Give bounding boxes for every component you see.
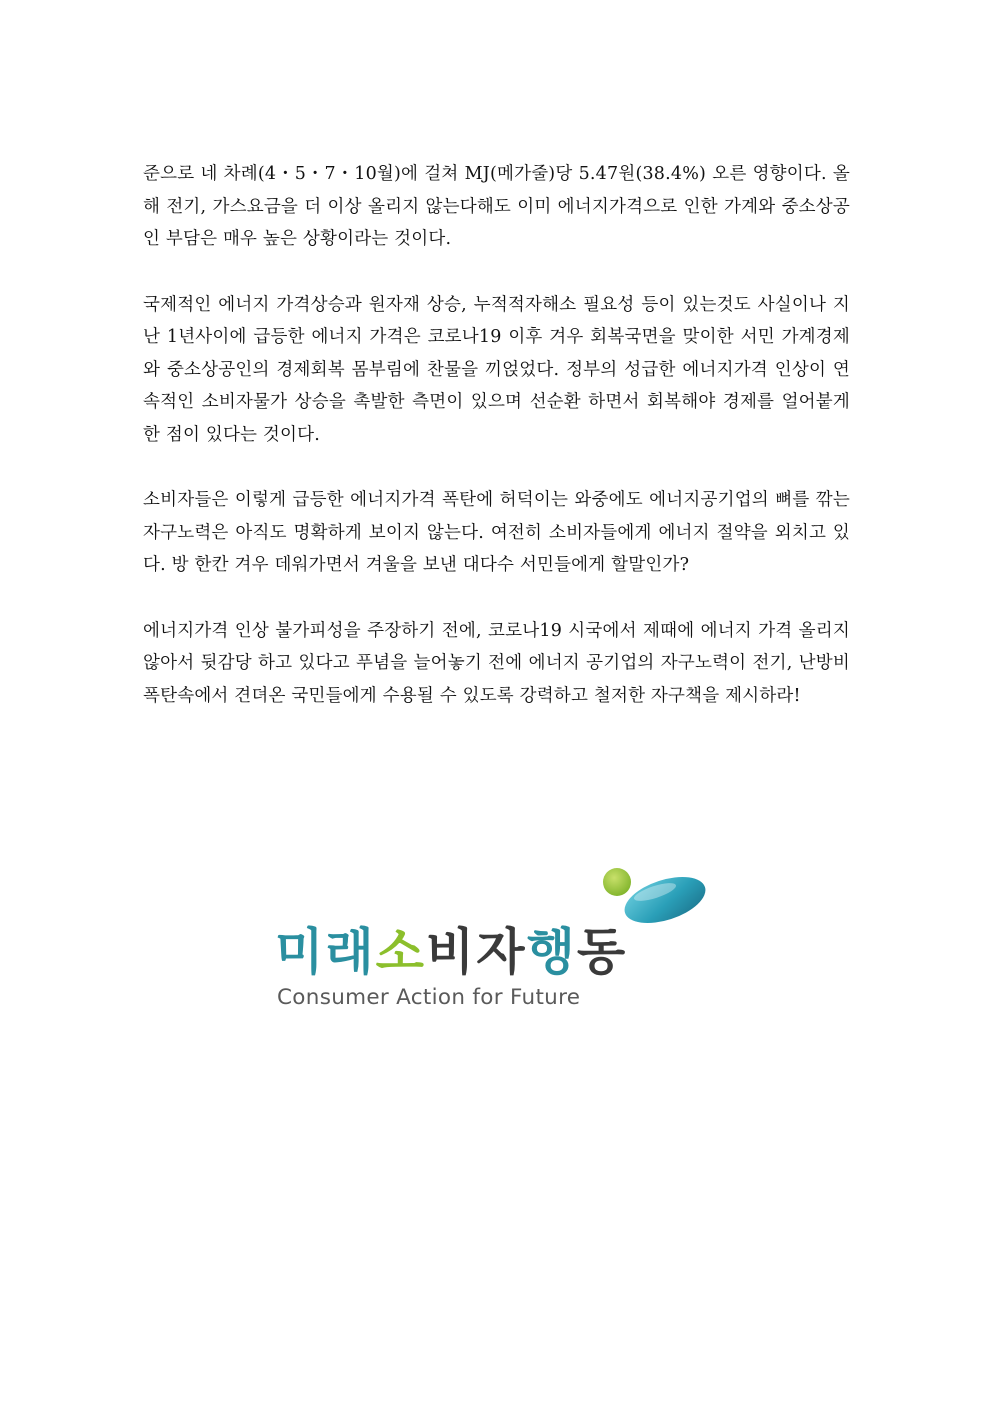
logo-korean-name: [275, 922, 715, 982]
paragraph-4: 에너지가격 인상 불가피성을 주장하기 전에, 코로나19 시국에서 제때에 에너지 가격 올리지 않아서 뒷감당 하고 있다고 푸념을 늘어놓기 전에 에너지 공기업의 자구노력이 전기, 난방비 폭탄속에서 견뎌온 국민들에게 수용될 수 있도록 강력하고 철저한 자구책을 제시하라!: [143, 620, 850, 706]
logo-korean-part-2: 소: [375, 923, 426, 981]
paragraph-3: 소비자들은 이렇게 급등한 에너지가격 폭탄에 허덕이는 와중에도 에너지공기업의 뼈를 깎는 자구노력은 아직도 명확하게 보이지 않는다. 여전히 소비자들에게 에너지 절약을 외치고 있다. 방 한칸 겨우 데워가면서 겨울을 보낸 대다수 서민들에게 할말인가?: [143, 490, 850, 575]
logo-korean-part-4: 행: [526, 923, 577, 981]
logo-korean-part-3: 비자: [425, 923, 527, 981]
organization-logo: [275, 866, 715, 1016]
logo-korean-part-5: 동: [576, 923, 628, 981]
logo-mark-icon: [595, 866, 715, 926]
logo-teal-drop: [619, 868, 711, 926]
paragraph-1: 준으로 네 차례(4・5・7・10월)에 걸쳐 MJ(메가줄)당 5.47원(38.4%) 오른 영향이다. 올해 전기, 가스요금을 더 이상 올리지 않는다해도 이미 에너지가격으로 인한 가계와 중소상공인 부담은 매우 높은 상황이라는 것이다.: [143, 164, 850, 249]
logo-korean-part-1: 미래: [275, 923, 376, 981]
paragraph-2: 국제적인 에너지 가격상승과 원자재 상승, 누적적자해소 필요성 등이 있는것도 사실이나 지난 1년사이에 급등한 에너지 가격은 코로나19 이후 겨우 회복국면을 맞이한 서민 가계경제와 중소상공인의 경제회복 몸부림에 찬물을 끼얹었다. 정부의 성급한 에너지가격 인상이 연속적인 소비자물가 상승을 촉발한 측면이 있으며 선순환 하면서 회복해야 경제를 얼어붙게 한 점이 있다는 것이다.: [143, 294, 850, 445]
document-body: [143, 158, 850, 745]
logo-english-name: Consumer Action for Future: [277, 985, 581, 1010]
logo-green-dot: [603, 868, 631, 896]
